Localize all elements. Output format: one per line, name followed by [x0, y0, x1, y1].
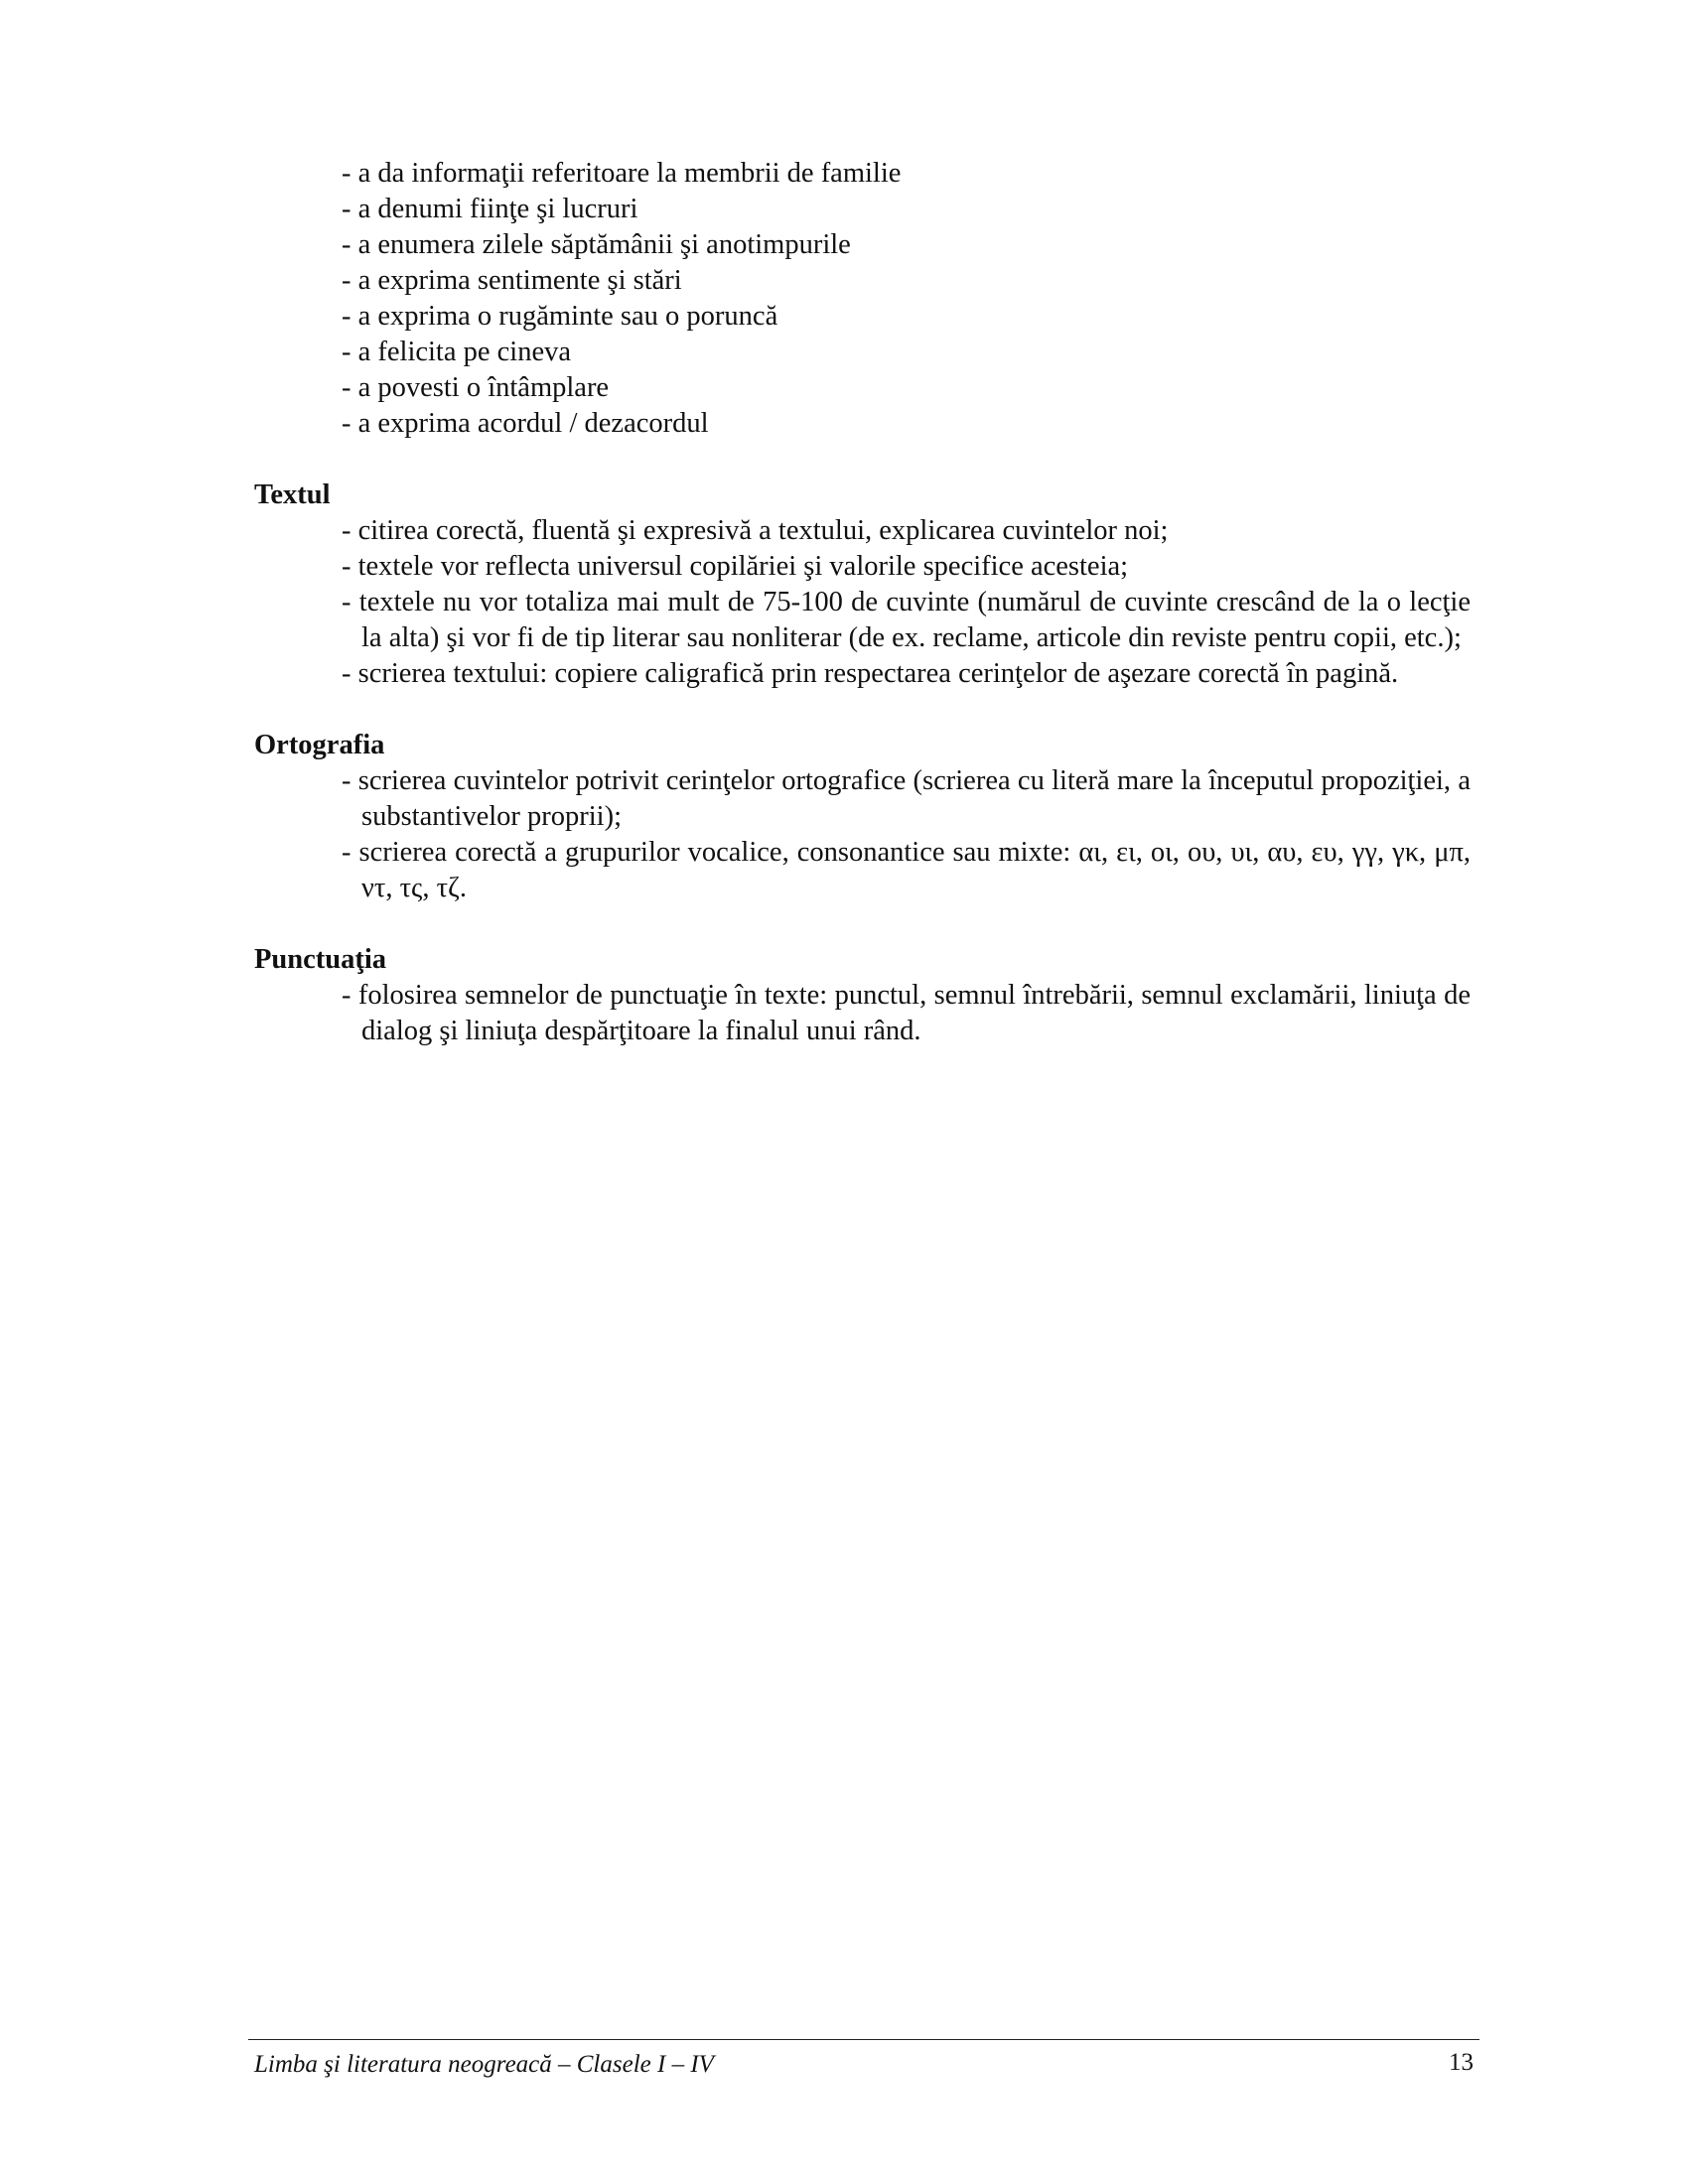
list-item: - a felicita pe cineva: [342, 337, 572, 367]
page-footer: [248, 2039, 1479, 2078]
list-item: - scrierea textului: copiere caligrafică prin respectarea cerinţelor de aşezare corectă în pagină.: [342, 658, 1399, 689]
section-heading: Punctuaţia: [254, 944, 387, 975]
section-textul: [254, 478, 1471, 692]
section-punctuatia: [254, 942, 1471, 1049]
section-heading: Ortografia: [254, 730, 385, 760]
section-list: [254, 978, 1471, 1049]
list-item: - a exprima sentimente şi stări: [342, 265, 682, 296]
list-item: - folosirea semnelor de punctuaţie în texte: punctul, semnul întrebării, semnul exclamării, liniuţa de dialog şi liniuţa despărţitoare la finalul unui rând.: [342, 980, 1471, 1046]
list-item: - scrierea corectă a grupurilor vocalice, consonantice sau mixte: αι, ει, οι, ου, υι, αυ, ευ, γγ, γκ, μπ, ντ, τς, τζ.: [342, 837, 1471, 903]
page-content: [254, 156, 1471, 1049]
list-item: - scrierea cuvintelor potrivit cerinţelor ortografice (scrierea cu literă mare la începutul propoziţiei, a substantivelor proprii);: [342, 765, 1471, 832]
footer-title: Limba şi literatura neogreacă – Clasele I – IV: [254, 2051, 714, 2078]
section-ortografia: [254, 728, 1471, 906]
section-list: [254, 513, 1471, 692]
list-item: - textele vor reflecta universul copilăriei şi valorile specifice acesteia;: [342, 551, 1129, 582]
list-item: - citirea corectă, fluentă şi expresivă a textului, explicarea cuvintelor noi;: [342, 515, 1169, 546]
list-item: - a povesti o întâmplare: [342, 372, 610, 403]
section-heading: Textul: [254, 479, 331, 510]
list-item: - a exprima o rugăminte sau o poruncă: [342, 301, 778, 332]
section-list: [254, 763, 1471, 906]
page-number: 13: [1449, 2049, 1474, 2076]
list-item: - a da informaţii referitoare la membrii de familie: [342, 158, 902, 189]
intro-list: [254, 156, 1471, 442]
list-item: - textele nu vor totaliza mai mult de 75-100 de cuvinte (numărul de cuvinte crescând de la o lecţie la alta) şi vor fi de tip literar sau nonliterar (de ex. reclame, articole din reviste pentru copii, etc.);: [342, 587, 1471, 653]
list-item: - a denumi fiinţe şi lucruri: [342, 194, 638, 224]
list-item: - a enumera zilele săptămânii şi anotimpurile: [342, 229, 851, 260]
list-item: - a exprima acordul / dezacordul: [342, 408, 709, 439]
